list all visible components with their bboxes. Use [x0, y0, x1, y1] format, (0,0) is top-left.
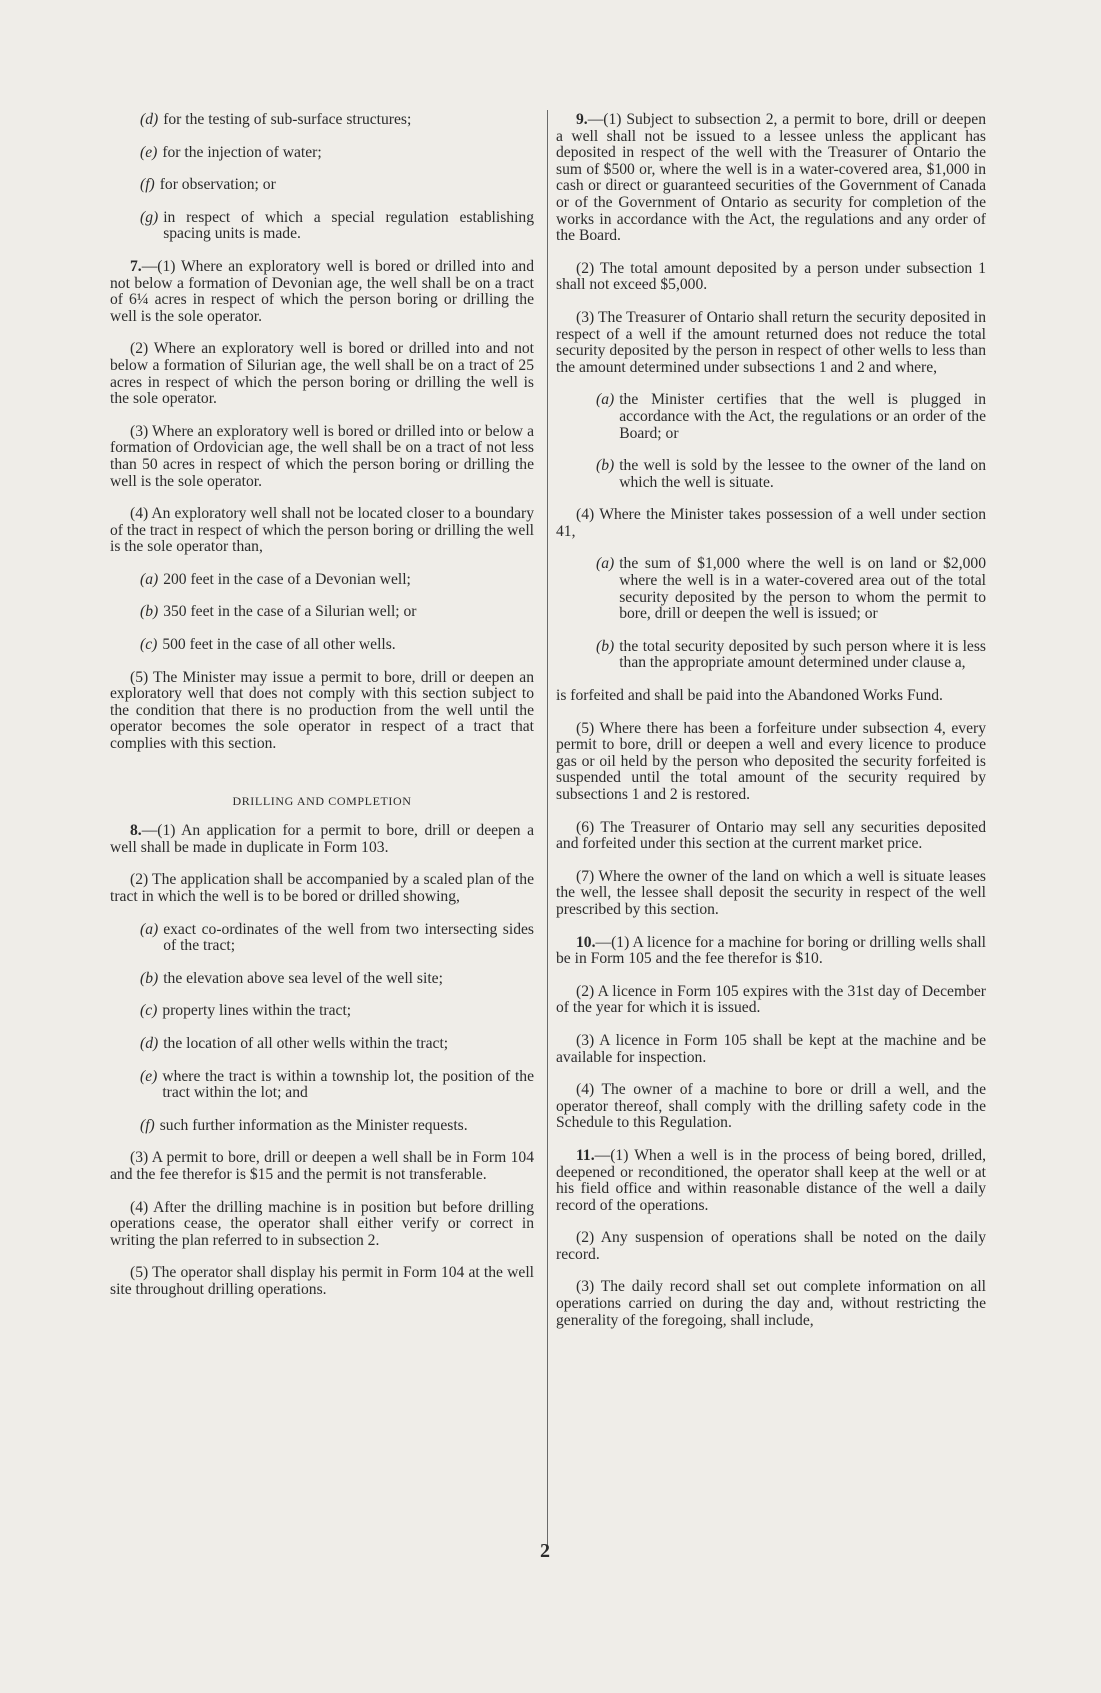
clause-label: (a) [140, 920, 159, 938]
section-10-3: (3) A licence in Form 105 shall be kept at the machine and be available for inspection. [556, 1031, 986, 1066]
clause-text: 500 feet in the case of all other wells. [162, 636, 396, 654]
section-7-4: (4) An exploratory well shall not be located closer to a boundary of the tract in respect of which the person boring or drilling the well is the sole operator than, [110, 505, 534, 556]
clause-label: (a) [596, 391, 615, 409]
section-11-2: (2) Any suspension of operations shall be noted on the daily record. [556, 1229, 986, 1263]
clause-8-2-b [110, 971, 534, 988]
section-number: 7. [130, 257, 142, 275]
section-8-2: (2) The application shall be accompanied by a scaled plan of the tract in which the well is to be bored or drilled showing, [110, 871, 534, 905]
clause-label: (a) [596, 555, 615, 573]
section-number: 8. [130, 822, 142, 840]
column-divider [547, 110, 548, 1550]
clause-text: for observation; or [159, 176, 276, 194]
clause-text: the location of all other wells within the tract; [163, 1034, 449, 1052]
clause-text: the sum of $1,000 where the well is on land or $2,000 where the well is in a water-covered area out of the total security deposited by the person to whom the permit to bore, drill or deepen the well is issued; or [619, 555, 986, 623]
paragraph-text: —(1) An application for a permit to bore, drill or deepen a well shall be made in duplicate in Form 103. [110, 822, 534, 856]
section-10-4: (4) The owner of a machine to bore or drill a well, and the operator thereof, shall comply with the drilling safety code in the Schedule to this Regulation. [556, 1081, 986, 1132]
section-9-7: (7) Where the owner of the land on which a well is situate leases the well, the lessee shall deposit the security in respect of the well prescribed by this section. [556, 867, 986, 918]
section-8-5: (5) The operator shall display his permit in Form 104 at the well site throughout drilling operations. [110, 1264, 534, 1298]
section-number: 9. [576, 111, 588, 128]
left-column [110, 112, 534, 1315]
clause-label: (f) [140, 1116, 155, 1134]
clause-label: (e) [140, 143, 158, 161]
section-9-6: (6) The Treasurer of Ontario may sell any securities deposited and forfeited under this section at the current market price. [556, 818, 986, 853]
clause-8-2-a [110, 922, 534, 955]
clause-6-f [110, 177, 534, 194]
clause-label: (g) [140, 208, 159, 226]
clause-label: (f) [140, 176, 155, 194]
section-heading: DRILLING AND COMPLETION [232, 793, 412, 808]
section-9-3: (3) The Treasurer of Ontario shall return the security deposited in respect of a well if the amount returned does not reduce the total security deposited by the person in respect of other wells to less than the amount determined under subsections 1 and 2 and where, [556, 308, 986, 376]
section-8-1 [110, 823, 534, 856]
paragraph-text: —(1) Subject to subsection 2, a permit to bore, drill or deepen a well shall not be issued to a lessee unless the applicant has deposited in respect of the well with the Treasurer of Ontario the sum of $500 or, where the well is in a water-covered area, $1,000 in cash or direct or guaranteed securities of the Government of Canada or of the Government of Ontario as security for completion of the works in accordance with the Act, the regulations and any order of the Board. [556, 111, 986, 245]
section-9-4: (4) Where the Minister takes possession of a well under section 41, [556, 506, 986, 540]
clause-6-d [110, 112, 534, 129]
right-column [556, 112, 986, 1345]
clause-text: in respect of which a special regulation establishing spacing units is made. [163, 208, 534, 243]
clause-label: (b) [140, 969, 159, 987]
clause-text: such further information as the Minister requests. [159, 1116, 468, 1134]
clause-label: (e) [140, 1067, 158, 1085]
section-number: 10. [576, 933, 596, 951]
clause-8-2-c [110, 1003, 534, 1020]
section-11-3: (3) The daily record shall set out complete information on all operations carried on during the day and, without restricting the generality of the foregoing, shall include, [556, 1278, 986, 1329]
clause-label: (d) [140, 111, 159, 128]
clause-9-4-b [556, 639, 986, 672]
paragraph-text: —(1) A licence for a machine for boring or drilling wells shall be in Form 105 and the fee therefor is $10. [556, 933, 986, 968]
section-7-1 [110, 259, 534, 325]
section-8-3: (3) A permit to bore, drill or deepen a well shall be in Form 104 and the fee therefor is $15 and the permit is not transferable. [110, 1149, 534, 1183]
clause-text: for the injection of water; [162, 143, 322, 161]
page-number: 2 [540, 1540, 550, 1562]
clause-text: property lines within the tract; [162, 1002, 352, 1020]
clause-6-g [110, 210, 534, 243]
clause-text: the total security deposited by such person where it is less than the appropriate amount determined under clause a, [619, 637, 986, 672]
clause-9-3-a [556, 392, 986, 442]
clause-label: (d) [140, 1034, 159, 1052]
clause-9-4-a [556, 556, 986, 622]
section-9-4-continuation: is forfeited and shall be paid into the Abandoned Works Fund. [556, 687, 943, 705]
section-10-2: (2) A licence in Form 105 expires with the 31st day of December of the year for which it is issued. [556, 982, 986, 1017]
paragraph-text: —(1) When a well is in the process of being bored, drilled, deepened or reconditioned, the operator shall keep at the well or at his field office and within reasonable distance of the well a daily record of the operations. [556, 1146, 986, 1214]
section-9-5: (5) Where there has been a forfeiture under subsection 4, every permit to bore, drill or deepen a well and every licence to produce gas or oil held by the person who deposited the security forfeited is suspended until the total amount of the security required by subsections 1 and 2 is restored. [556, 719, 986, 803]
clause-text: where the tract is within a township lot, the position of the tract within the lot; and [162, 1067, 534, 1102]
clause-label: (a) [140, 570, 159, 588]
section-number: 11. [576, 1146, 595, 1164]
section-11-1 [556, 1148, 986, 1214]
clause-text: the elevation above sea level of the well site; [163, 969, 443, 987]
clause-7-4-b [110, 604, 534, 621]
section-8-4: (4) After the drilling machine is in position but before drilling operations cease, the operator shall either verify or correct in writing the plan referred to in subsection 2. [110, 1198, 534, 1249]
clause-text: 200 feet in the case of a Devonian well; [163, 570, 411, 588]
clause-label: (b) [140, 603, 159, 621]
clause-label: (b) [596, 457, 615, 475]
section-7-2: (2) Where an exploratory well is bored or drilled into and not below a formation of Silurian age, the well shall be on a tract of 25 acres in respect of which the person boring or drilling the well is the sole operator. [110, 340, 534, 408]
clause-8-2-e [110, 1069, 534, 1102]
clause-label: (c) [140, 636, 158, 654]
section-10-1 [556, 935, 986, 968]
clause-6-e [110, 145, 534, 162]
clause-text: for the testing of sub-surface structures; [163, 111, 412, 128]
section-9-1 [556, 112, 986, 245]
paragraph-text: —(1) Where an exploratory well is bored or drilled into and not below a formation of Devonian age, the well shall be on a tract of 6¼ acres in respect of which the person boring or drilling the well is the sole operator. [110, 257, 534, 325]
clause-text: 350 feet in the case of a Silurian well; or [163, 603, 417, 621]
section-7-3: (3) Where an exploratory well is bored or drilled into or below a formation of Ordovician age, the well shall be on a tract of not less than 50 acres in respect of which the person boring or drilling the well is the sole operator. [110, 422, 534, 490]
clause-7-4-a [110, 572, 534, 589]
clause-8-2-f [110, 1118, 534, 1135]
clause-9-3-b [556, 458, 986, 491]
section-7-5: (5) The Minister may issue a permit to bore, drill or deepen an exploratory well that does not comply with this section subject to the condition that there is no production from the well until the operator becomes the sole operator in respect of a tract that complies with this section. [110, 668, 534, 753]
clause-label: (c) [140, 1002, 158, 1020]
section-9-2: (2) The total amount deposited by a person under subsection 1 shall not exceed $5,000. [556, 259, 986, 294]
clause-8-2-d [110, 1036, 534, 1053]
clause-7-4-c [110, 637, 534, 654]
clause-text: the Minister certifies that the well is plugged in accordance with the Act, the regulations or an order of the Board; or [619, 391, 986, 442]
clause-text: exact co-ordinates of the well from two intersecting sides of the tract; [163, 920, 534, 955]
clause-text: the well is sold by the lessee to the owner of the land on which the well is situate. [619, 457, 986, 491]
clause-label: (b) [596, 637, 615, 655]
